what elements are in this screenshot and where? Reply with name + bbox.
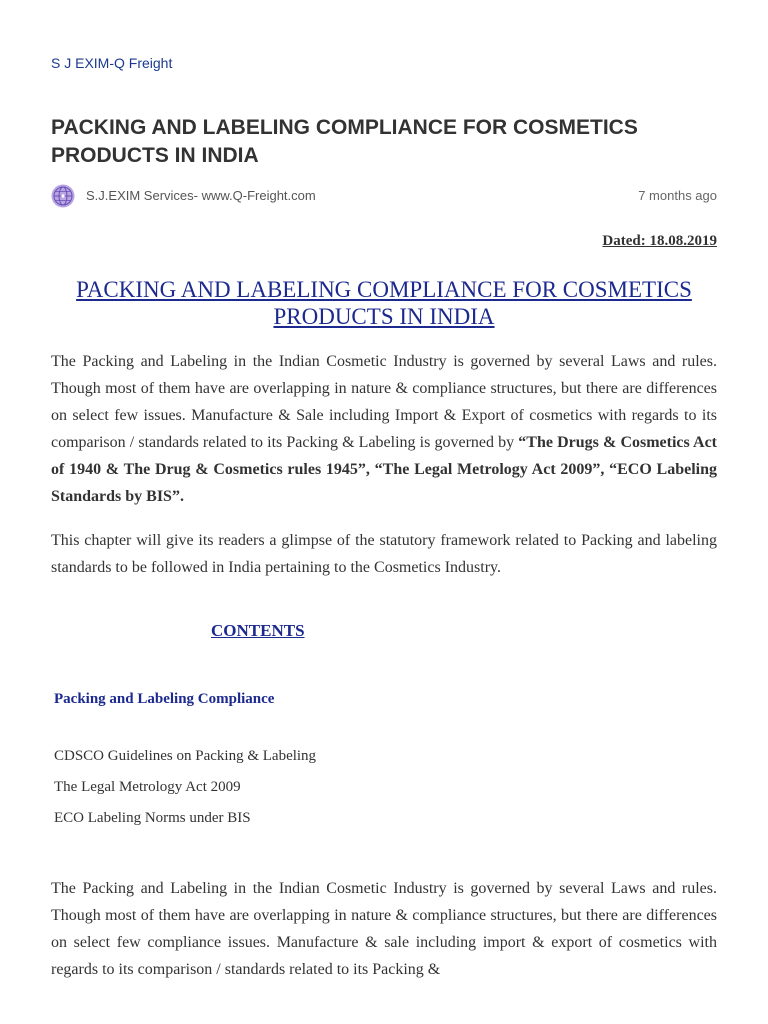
post-timestamp: 7 months ago [638, 188, 717, 203]
section-heading: Packing and Labeling Compliance [54, 691, 275, 707]
article-heading: PACKING AND LABELING COMPLIANCE FOR COSMETICS PRODUCTS IN INDIA [76, 277, 692, 329]
contents-heading: CONTENTS [211, 621, 305, 640]
body-paragraph: The Packing and Labeling in the Indian Cosmetic Industry is governed by several Laws and rules. Though most of them have are overlapping in nature & compliance structures, but there are differences on select few compliance issues. Manufacture & sale including import & export of cosmetics with regards to its comparison / standards related to its Packing & [51, 880, 717, 978]
intro-paragraph [51, 348, 717, 510]
author-name[interactable]: S.J.EXIM Services- www.Q-Freight.com [86, 188, 316, 203]
chapter-paragraph: This chapter will give its readers a glimpse of the statutory framework related to Packing and labeling standards to be followed in India pertaining to the Cosmetics Industry. [51, 532, 717, 576]
dated-label: Dated: 18.08.2019 [602, 233, 717, 249]
toc-item-cdsco[interactable]: CDSCO Guidelines on Packing & Labeling [54, 748, 317, 764]
toc-item-eco-labeling[interactable]: ECO Labeling Norms under BIS [54, 810, 251, 826]
blog-name-link[interactable]: S J EXIM-Q Freight [51, 55, 173, 71]
intro-text: The Packing and Labeling in the Indian Cosmetic Industry is governed by several Laws and rules. Though most of them have are overlapping in nature & compliance structures, but there are differences on select few issues. Manufacture & Sale including Import & Export of cosmetics with regards to its comparison / standards related to its Packing & Labeling is governed by [51, 353, 717, 451]
globe-avatar-icon[interactable] [51, 184, 75, 208]
intro-acts-bold: “The Drugs & Cosmetics Act of 1940 & The Drug & Cosmetics rules 1945”, “The Legal Metrology Act 2009”, “ECO Labeling Standards by BIS”. [51, 434, 717, 505]
byline [51, 184, 717, 209]
toc-item-legal-metrology[interactable]: The Legal Metrology Act 2009 [54, 779, 241, 795]
toc-list [54, 741, 316, 834]
post-title: PACKING AND LABELING COMPLIANCE FOR COSMETICS PRODUCTS IN INDIA [51, 116, 638, 167]
